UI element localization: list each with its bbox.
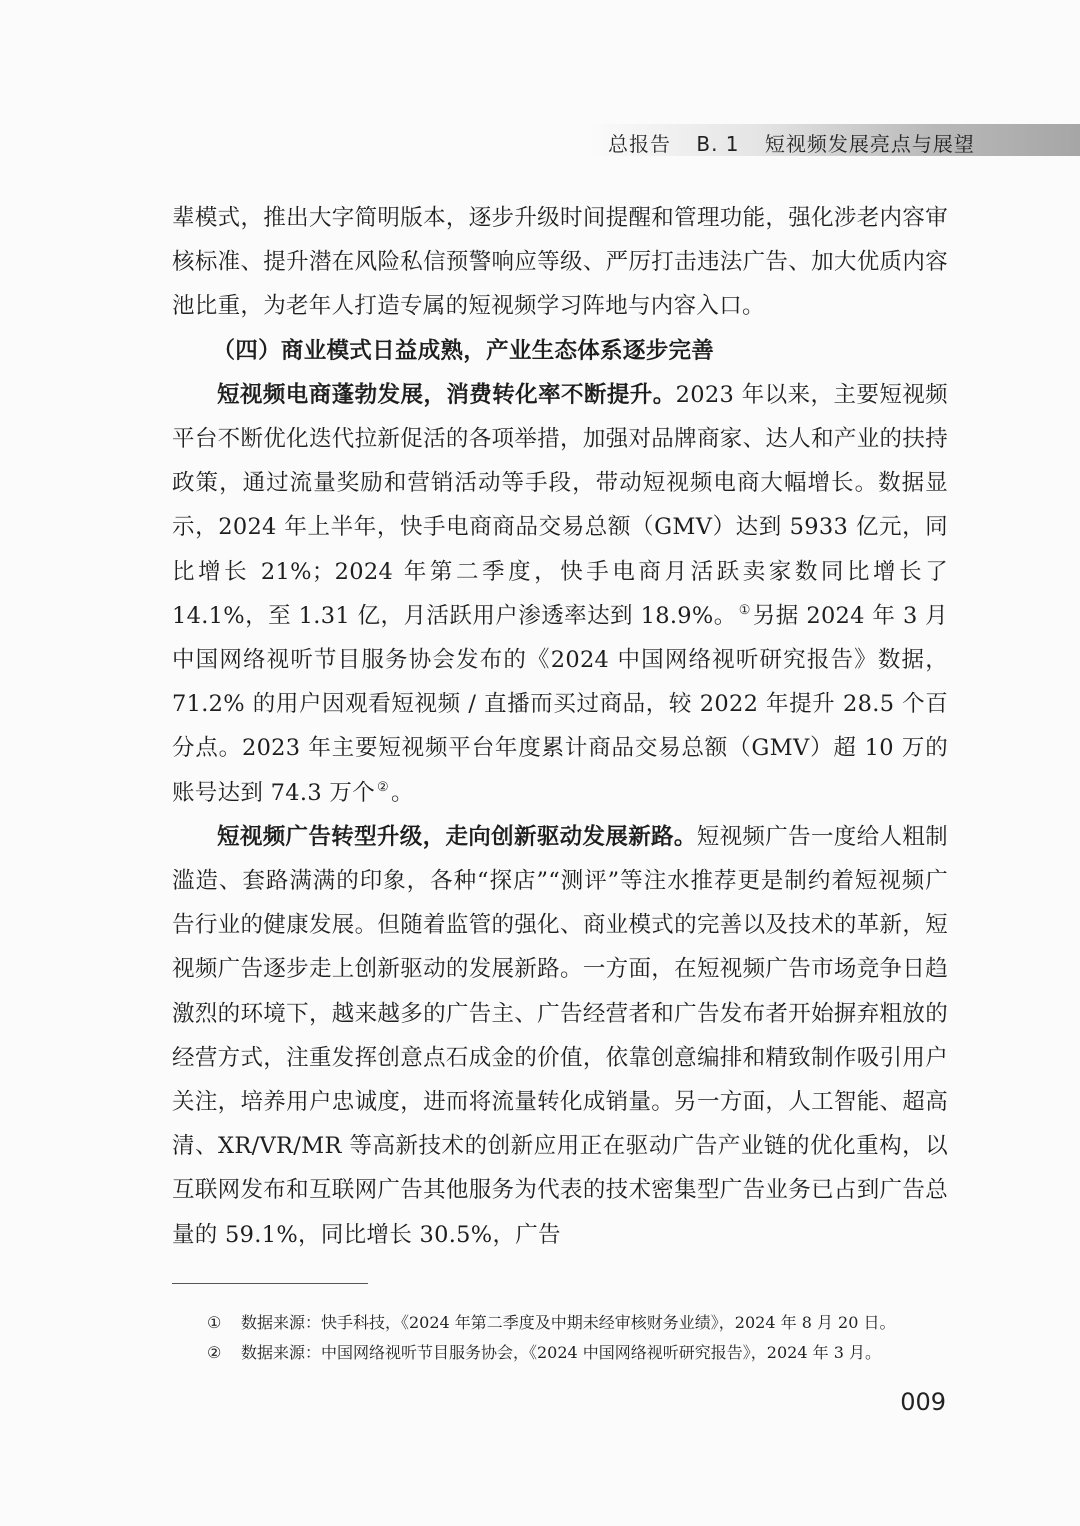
running-header: [608, 128, 993, 157]
paragraph-2-text-b: 另据 2024 年 3 月中国网络视听节目服务协会发布的《2024 中国网络视听研究报告》数据，71.2% 的用户因观看短视频 / 直播而买过商品，较 2022 年提升 28.5 个百分点。2023 年主要短视频平台年度累计商品交易总额（GMV）超 10 万的账号达到 74.3 万个: [172, 602, 948, 806]
footnote-1: [207, 1308, 967, 1338]
paragraph-3-lead: 短视频广告转型升级，走向创新驱动发展新路。: [217, 823, 697, 850]
section-heading: （四）商业模式日益成熟，产业生态体系逐步完善: [212, 337, 715, 364]
footnote-text: 数据来源：中国网络视听节目服务协会，《2024 中国网络视听研究报告》，2024 年 3 月。: [241, 1343, 881, 1362]
footnote-ref-2[interactable]: ②: [377, 780, 389, 796]
page-number: 009: [900, 1388, 946, 1416]
header-code: B. 1: [696, 132, 740, 156]
paragraph-3-text: 短视频广告一度给人粗制滥造、套路满满的印象，各种“探店”“测评”等注水推荐更是制约着短视频广告行业的健康发展。但随着监管的强化、商业模式的完善以及技术的革新，短视频广告逐步走上创新驱动的发展新路。一方面，在短视频广告市场竞争日趋激烈的环境下，越来越多的广告主、广告经营者和广告发布者开始摒弃粗放的经营方式，注重发挥创意点石成金的价值，依靠创意编排和精致制作吸引用户关注，培养用户忠诚度，进而将流量转化成销量。另一方面，人工智能、超高清、XR/VR/MR 等高新技术的创新应用正在驱动广告产业链的优化重构，以互联网发布和互联网广告其他服务为代表的技术密集型广告业务已占到广告总量的 59.1%，同比增长 30.5%，广告: [172, 823, 948, 1248]
header-title: 短视频发展亮点与展望: [764, 132, 975, 156]
footnotes: [207, 1308, 967, 1368]
footnote-text: 数据来源：快手科技，《2024 年第二季度及中期未经审核财务业绩》，2024 年 8 月 20 日。: [241, 1313, 896, 1332]
footnote-mark: ②: [207, 1343, 222, 1362]
header-part: 总报告: [608, 132, 671, 156]
body-text: [172, 196, 948, 1257]
footnote-2: [207, 1338, 967, 1368]
paragraph-2-text-c: 。: [390, 779, 414, 806]
paragraph-2: [172, 373, 948, 815]
paragraph-2-lead: 短视频电商蓬勃发展，消费转化率不断提升。: [217, 381, 676, 408]
footnote-divider: [172, 1283, 368, 1284]
paragraph-1: 辈模式，推出大字简明版本，逐步升级时间提醒和管理功能，强化涉老内容审核标准、提升潜在风险私信预警响应等级、严厉打击违法广告、加大优质内容池比重，为老年人打造专属的短视频学习阵地与内容入口。: [172, 205, 948, 320]
footnote-ref-1[interactable]: ①: [738, 603, 751, 619]
footnote-mark: ①: [207, 1313, 222, 1332]
paragraph-2-text-a: 2023 年以来，主要短视频平台不断优化迭代拉新促活的各项举措，加强对品牌商家、达人和产业的扶持政策，通过流量奖励和营销活动等手段，带动短视频电商大幅增长。数据显示，2024 年上半年，快手电商商品交易总额（GMV）达到 5933 亿元，同比增长 21%；2024 年第二季度，快手电商月活跃卖家数同比增长了 14.1%，至 1.31 亿，月活跃用户渗透率达到 18.9%。: [172, 381, 948, 629]
paragraph-3: [172, 815, 948, 1257]
